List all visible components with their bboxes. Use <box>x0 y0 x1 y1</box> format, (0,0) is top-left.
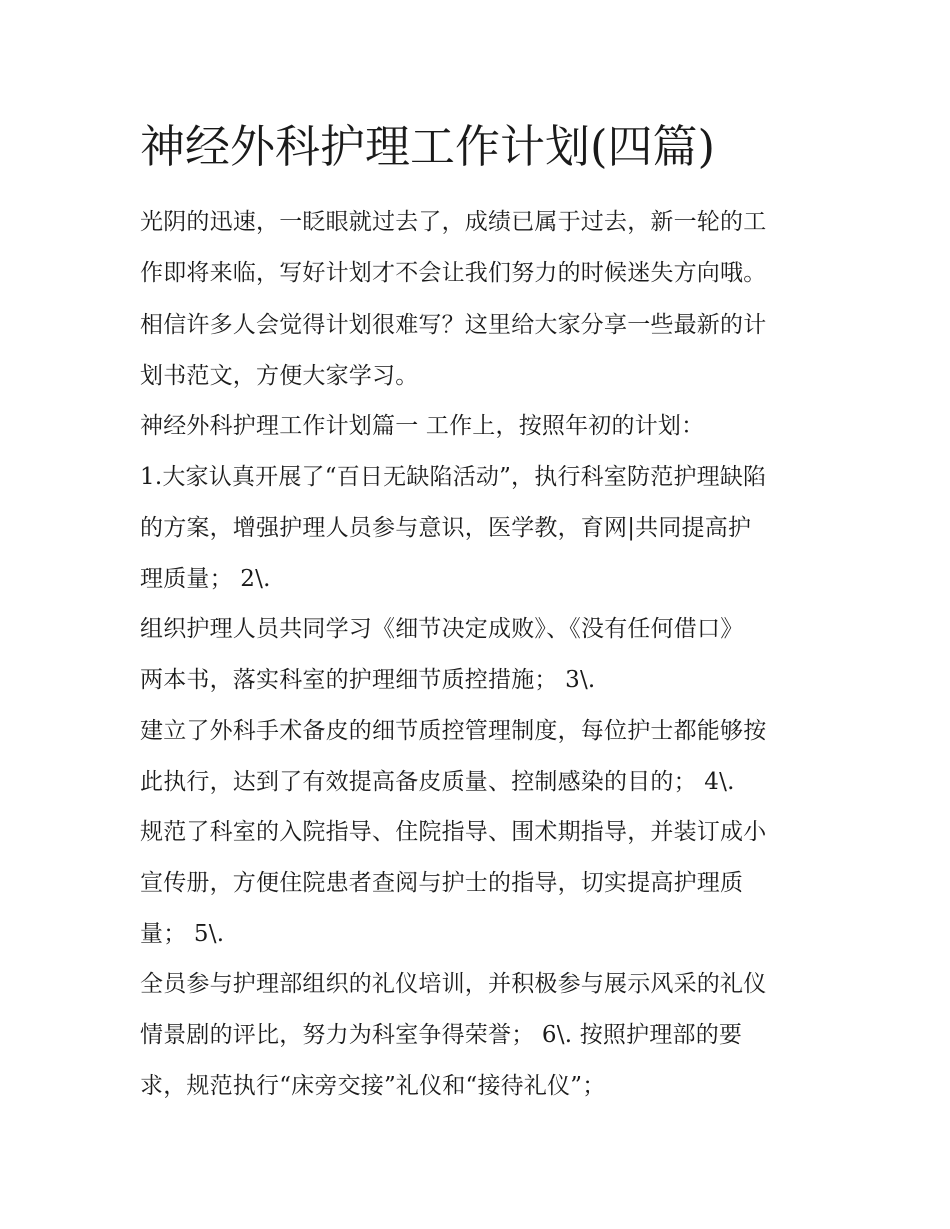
body-line-16: 全员参与护理部组织的礼仪培训，并积极参与展示风采的礼仪 <box>140 971 767 997</box>
body-line-5: 神经外科护理工作计划篇一 工作上，按照年初的计划： <box>140 413 705 439</box>
body-line-13: 规范了科室的入院指导、住院指导、围术期指导，并装订成小 <box>140 819 767 845</box>
body-line-15: 量； 5\. <box>140 921 225 947</box>
body-line-18: 求，规范执行“床旁交接”礼仪和“接待礼仪”； <box>140 1073 606 1099</box>
body-line-17: 情景剧的评比，努力为科室争得荣誉； 6\. 按照护理部的要 <box>140 1022 743 1048</box>
body-line-4: 划书范文，方便大家学习。 <box>140 363 419 389</box>
body-line-12: 此执行，达到了有效提高备皮质量、控制感染的目的； 4\. <box>140 769 735 795</box>
body-line-7: 的方案，增强护理人员参与意识，医学教，育网|共同提高护 <box>140 515 752 541</box>
body-line-6: 1.大家认真开展了“百日无缺陷活动”，执行科室防范护理缺陷 <box>140 464 767 490</box>
body-line-14: 宣传册，方便住院患者查阅与护士的指导，切实提高护理质 <box>140 870 744 896</box>
body-line-1: 光阴的迅速，一眨眼就过去了，成绩已属于过去，新一轮的工 <box>140 209 767 235</box>
body-line-9: 组织护理人员共同学习《细节决定成败》、《没有任何借口》 <box>140 616 744 642</box>
body-line-8: 理质量； 2\. <box>140 566 271 592</box>
body-line-3: 相信许多人会觉得计划很难写？这里给大家分享一些最新的计 <box>140 312 767 338</box>
body-line-11: 建立了外科手术备皮的细节质控管理制度，每位护士都能够按 <box>140 718 767 744</box>
body-line-10: 两本书，落实科室的护理细节质控措施； 3\. <box>140 667 596 693</box>
document-title: 神经外科护理工作计划(四篇) <box>140 120 716 173</box>
body-line-2: 作即将来临，写好计划才不会让我们努力的时候迷失方向哦。 <box>140 260 767 286</box>
